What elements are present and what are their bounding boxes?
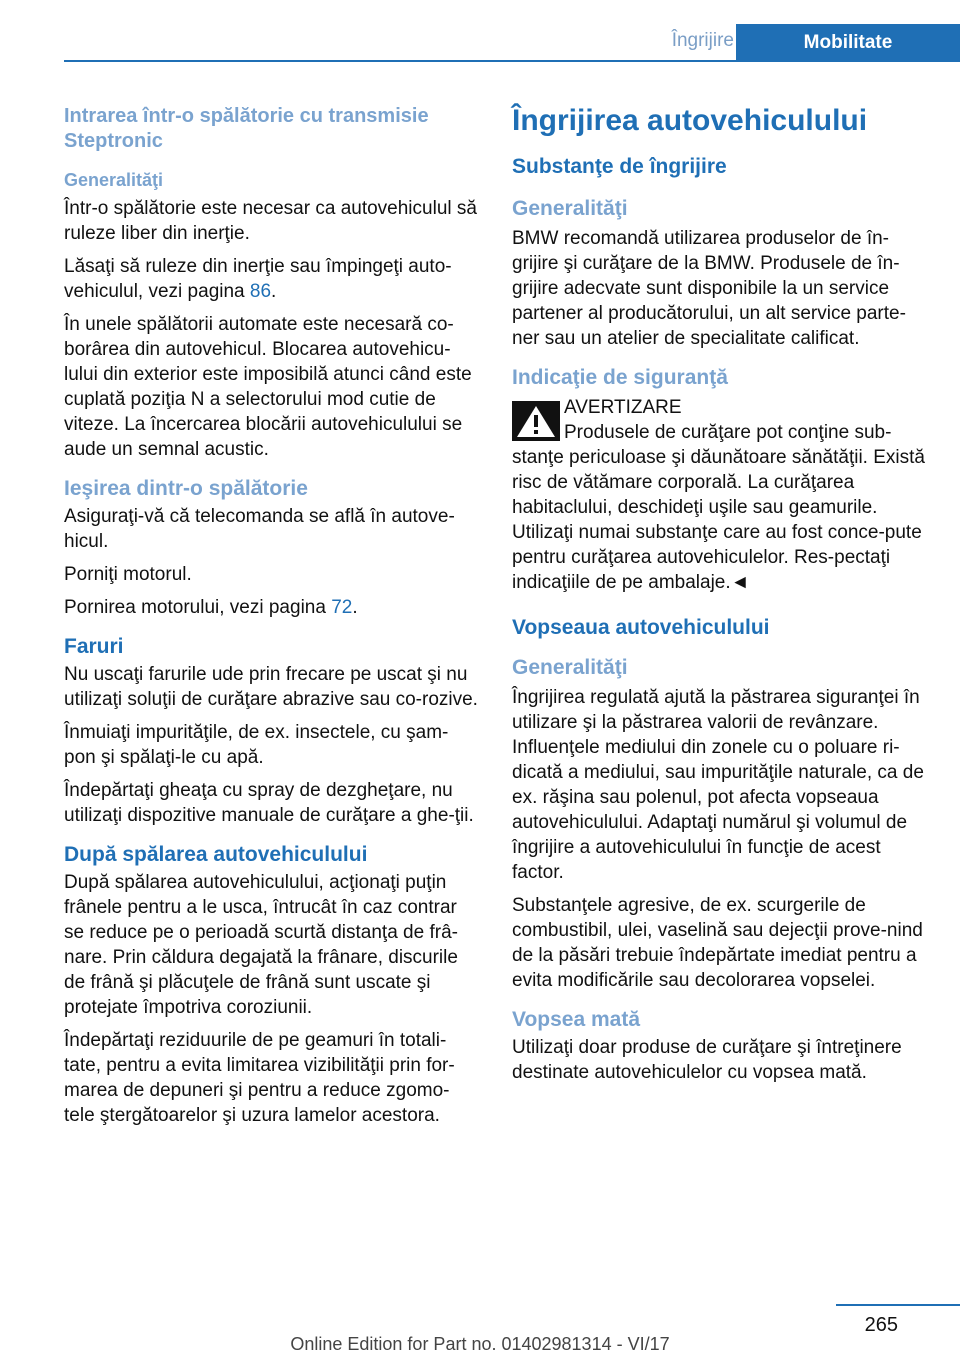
paragraph: Îngrijirea regulată ajută la păstrarea siguranţei în utilizare şi la păstrarea valorii de revânzare. Influenţele mediului din zonele cu o poluare ri-dicată a mediului, sau impurităţile naturale, ca de ex. răşina sau polenul, pot afecta vopseaua autovehiculului. Adaptaţi numărul şi volumul de îngrijire a autovehiculului în funcţie de acest factor. <box>512 687 924 883</box>
heading-exit-wash: Ieşirea dintr-o spălătorie <box>64 477 308 500</box>
paragraph: Utilizaţi doar produse de curăţare şi întreţinere destinate autovehiculelor cu vopsea mată. <box>512 1037 902 1083</box>
section-tab-care[interactable]: Îngrijire <box>671 30 734 51</box>
paragraph: BMW recomandă utilizarea produselor de în-grijire şi curăţare de la BMW. Produsele de în-grijire adecvate sunt disponibile la un service partener al producătorului, un alt service parte-ner sau un atelier de specialitate calificat. <box>512 228 906 349</box>
heading-vehicle-paint: Vopseaua autovehiculului <box>512 616 770 639</box>
page-link-72[interactable]: 72 <box>331 597 353 618</box>
paragraph: După spălarea autovehiculului, acţionaţi puţin frânele pentru a le usca, întrucât în caz contrar se reduce pe o perioadă scurtă distanţa de frâ-nare. Prin căldura degajată la frânare, discurile de frână şi plăcuţele de frână sunt uscate şi protejate împotriva coroziunii. <box>64 872 458 1018</box>
heading-general: Generalităţi <box>512 197 628 220</box>
paragraph: În unele spălătorii automate este necesară co-borârea din autovehicul. Blocarea autovehicu-lului din exterior este imposibilă atunci când este cuplată poziţia N a selectorului mod cutie de viteze. La încercarea blocării autovehiculului se aude un semnal acustic. <box>64 314 472 460</box>
heading-matte-paint: Vopsea mată <box>512 1008 640 1031</box>
paragraph-text: . <box>271 281 277 302</box>
paragraph-with-link <box>64 595 480 620</box>
heading-general: Generalităţi <box>512 656 628 679</box>
paragraph: Porniţi motorul. <box>64 564 192 585</box>
paragraph-text: . <box>352 597 358 618</box>
warning-label: AVERTIZARE <box>564 397 682 418</box>
heading-vehicle-care: Îngrijirea autovehiculului <box>512 104 868 137</box>
footer-rule <box>836 1304 960 1306</box>
heading-general: Generalităţi <box>64 170 164 190</box>
warning-text: Produsele de curăţare pot conţine sub-stanţe periculoase şi dăunătoare sănătăţii. Există risc de vătămare corporală. La curăţarea habitaclului, deschideţi uşile sau geamurile. Utilizaţi numai substanţe care au fost conce-pute pentru curăţarea autovehiculelor. Res-pectaţi indicaţiile de pe ambalaje.◄ <box>512 422 925 593</box>
paragraph: Într-o spălătorie este necesar ca autovehiculul să ruleze liber din inerţie. <box>64 198 477 244</box>
paragraph-text: Pornirea motorului, vezi pagina <box>64 597 332 618</box>
edition-footer: Online Edition for Part no. 01402981314 - VI/17 <box>290 1334 670 1354</box>
heading-wash-steptronic: Intrarea într-o spălătorie cu transmisie Steptronic <box>64 105 429 152</box>
warning-block <box>512 395 930 595</box>
section-tab-mobility[interactable]: Mobilitate <box>736 24 960 62</box>
page-header <box>64 24 960 62</box>
page-number: 265 <box>864 1314 898 1336</box>
page-link-86[interactable]: 86 <box>249 281 272 302</box>
heading-after-wash: După spălarea autovehiculului <box>64 843 368 866</box>
right-column <box>512 104 930 1093</box>
left-column <box>64 104 480 1136</box>
paragraph: Îndepărtaţi gheaţa cu spray de dezgheţare, nu utilizaţi dispozitive manuale de curăţare a ghe-ţii. <box>64 780 474 826</box>
heading-care-substances: Substanţe de îngrijire <box>512 155 727 178</box>
heading-headlights: Faruri <box>64 635 124 658</box>
paragraph: Asiguraţi-vă că telecomanda se află în autove-hicul. <box>64 506 455 552</box>
paragraph-text: Lăsaţi să ruleze din inerţie sau împingeţi auto-vehiculul, vezi pagina <box>64 256 452 302</box>
paragraph: Nu uscaţi farurile ude prin frecare pe uscat şi nu utilizaţi soluţii de curăţare abrazive sau co-rozive. <box>64 664 478 710</box>
warning-triangle-icon <box>512 401 560 441</box>
paragraph: Îndepărtaţi reziduurile de pe geamuri în totali-tate, pentru a evita limitarea vizibilităţii prin for-marea de depuneri şi pentru a reduce zgomo-tele ştergătoarelor şi uzura lamelor acestora. <box>64 1030 455 1126</box>
paragraph: Substanţele agresive, de ex. scurgerile de combustibil, ulei, vaselină sau dejecţii prove-nind de la păsări trebuie îndepărtate imediat pentru a evita modificările sau decolorarea vopselei. <box>512 895 923 991</box>
header-rule <box>64 60 960 62</box>
heading-safety-note: Indicaţie de siguranţă <box>512 366 728 389</box>
paragraph-with-link <box>64 254 480 304</box>
paragraph: Înmuiaţi impurităţile, de ex. insectele, cu şam-pon şi spălaţi-le cu apă. <box>64 722 449 768</box>
